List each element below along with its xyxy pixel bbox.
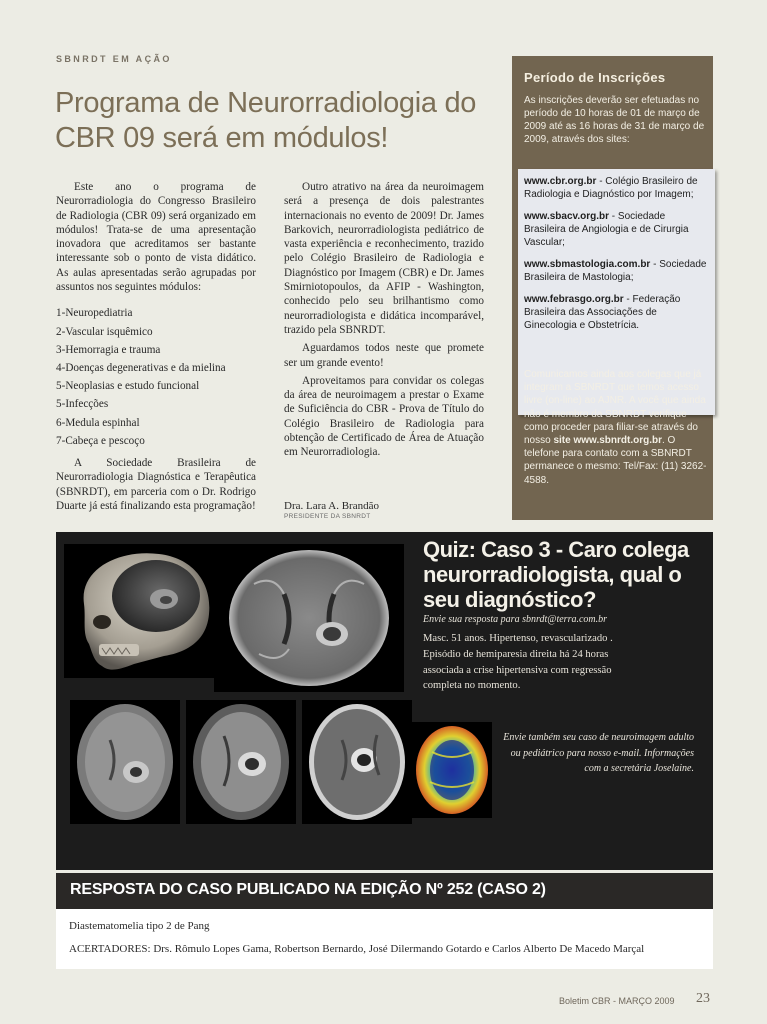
sidebar-intro: As inscrições deverão ser efetuadas no período de 10 horas de 01 de março de 2009 até as 16 horas de 31 de março de 2009, através dos sites: [524, 95, 705, 145]
site-link[interactable]: www.febrasgo.org.br [524, 294, 624, 305]
site-description: - Sociedade Brasileira de Angiologia e de Cirurgia Vascular; [524, 211, 689, 248]
article-paragraph: Aguardamos todos neste que promete ser um grande evento! [284, 342, 484, 369]
article-paragraph: Outro atrativo na área da neuroimagem será a presença de dois palestrantes internacionais no evento de 2009! Dr. James Barkovich, neurorradiologista pediátrico de vasta experiência e reconhecimento, trazido pelo Colégio Brasileiro de Radiologia e Diagnóstico por Imagem (CBR) e Dr. James Smirniotopoulos, da AFIP - Washington, conhecido pelo seu brilhantismo como neurorradiologista e didática incomparável, trazido pela SBNRDT. [284, 181, 484, 336]
site-description: - Federação Brasileira das Associações de Ginecologia e Obstetrícia. [524, 294, 681, 331]
quiz-panel [56, 532, 713, 870]
module-item: 3-Hemorragia e trauma [56, 343, 161, 356]
signature-title: PRESIDENTE DA SBNRDT [284, 513, 371, 520]
article-column-1 [56, 180, 256, 517]
page-number: 23 [696, 991, 710, 1006]
module-item: 2-Vascular isquêmico [56, 325, 153, 338]
site-link[interactable]: www.cbr.org.br [524, 176, 597, 187]
footer-label: Boletim CBR - MARÇO 2009 [559, 996, 675, 1006]
answer-title-bar [56, 873, 713, 909]
quiz-keyword: Quiz: [423, 537, 476, 562]
site-entry [524, 293, 709, 332]
signature-name: Dra. Lara A. Brandão [284, 500, 379, 512]
quiz-heading-text: Caso 3 - Caro colega neurorradiologista, qual o seu diagnóstico? [423, 537, 689, 612]
sbnrdt-site-link[interactable]: site www.sbnrdt.org.br [553, 435, 662, 447]
outro-text: . O telefone para contato com a SBNRDT permanece o mesmo: Tel/Fax: (11) 3262-4588. [524, 435, 707, 486]
site-entry [524, 258, 709, 284]
axial-mri-bottom-3 [302, 700, 412, 824]
site-description: - Sociedade Brasileira de Mastologia; [524, 259, 707, 283]
site-link[interactable]: www.sbacv.org.br [524, 211, 610, 222]
skull-mri-image [64, 544, 214, 678]
article-closing: A Sociedade Brasileira de Neurorradiologia Diagnóstica e Terapêutica (SBNRDT), em parceria com o Dr. Rodrigo Duarte já está finalizando esta programação! [56, 457, 256, 512]
module-item: 4-Doenças degenerativas e da mielina [56, 361, 226, 374]
module-list [56, 304, 256, 450]
section-label: SBNRDT EM AÇÃO [56, 54, 172, 64]
sidebar-outro [524, 368, 707, 487]
site-entry [524, 175, 709, 201]
quiz-description: Masc. 51 anos. Hipertenso, revascularizado . Episódio de hemiparesia direita há 24 horas associada a crise hipertensiva com regressão completa no momento. [423, 633, 613, 692]
outro-text: Comunicamos ainda aos colegas que já integram a SBNRDT que temos acesso livre (on-line) ao AJNR. A você que ainda não é membro da SBNRDT verifique como proceder para filiar-se através do nosso [524, 369, 706, 447]
page-title: Programa de Neurorradiologia do CBR 09 será em módulos! [55, 87, 477, 154]
article-paragraph: Aproveitamos para convidar os colegas da área de neuroimagem a prestar o Exame de Suficiência do CBR - Prova de Título do Colégio Brasileiro de Radiologia para obtenção de Certificado de Área de Atuação em Neurorradiologia. [284, 374, 484, 459]
module-item: 1-Neuropediatria [56, 307, 133, 320]
site-description: - Colégio Brasileiro de Radiologia e Diagnóstico por Imagem; [524, 176, 698, 200]
answer-title: RESPOSTA DO CASO PUBLICADO NA EDIÇÃO Nº 252 (CASO 2) [70, 881, 546, 898]
quiz-heading [423, 537, 713, 612]
axial-mri-top [214, 544, 404, 692]
site-entry [524, 210, 709, 249]
article-column-2 [284, 180, 484, 464]
quiz-invite: Envie também seu caso de neuroimagem adulto ou pediátrico para nosso e-mail. Informações com a secretária Joselaine. [503, 732, 694, 775]
module-item: 6-Medula espinhal [56, 416, 140, 429]
article-intro: Este ano o programa de Neurorradiologia do Congresso Brasileiro de Radiologia (CBR 09) será organizado em módulos! Trata-se de uma apresentação inovadora que acreditamos ser bastante interessante sob o ponto de vista didático. As aulas apresentadas serão agrupadas por assuntos nos seguintes módulos: [56, 181, 256, 294]
answer-box [56, 873, 713, 969]
axial-mri-bottom-1 [70, 700, 180, 824]
perfusion-map-image [412, 722, 492, 818]
axial-mri-bottom-2 [186, 700, 296, 824]
module-item: 7-Cabeça e pescoço [56, 434, 145, 447]
module-item: 5-Neoplasias e estudo funcional [56, 380, 200, 393]
registration-sidebar [512, 56, 713, 520]
answer-winners: ACERTADORES: Drs. Rômulo Lopes Gama, Robertson Bernardo, José Dilermando Gotardo e Carlos Alberto De Macedo Marçal [69, 943, 645, 955]
answer-diagnosis: Diastematomelia tipo 2 de Pang [69, 920, 210, 932]
module-item: 5-Infecções [56, 398, 109, 411]
quiz-email-line: Envie sua resposta para sbnrdt@terra.com.br [423, 614, 608, 625]
site-link[interactable]: www.sbmastologia.com.br [524, 259, 651, 270]
sidebar-title: Período de Inscrições [524, 70, 666, 85]
